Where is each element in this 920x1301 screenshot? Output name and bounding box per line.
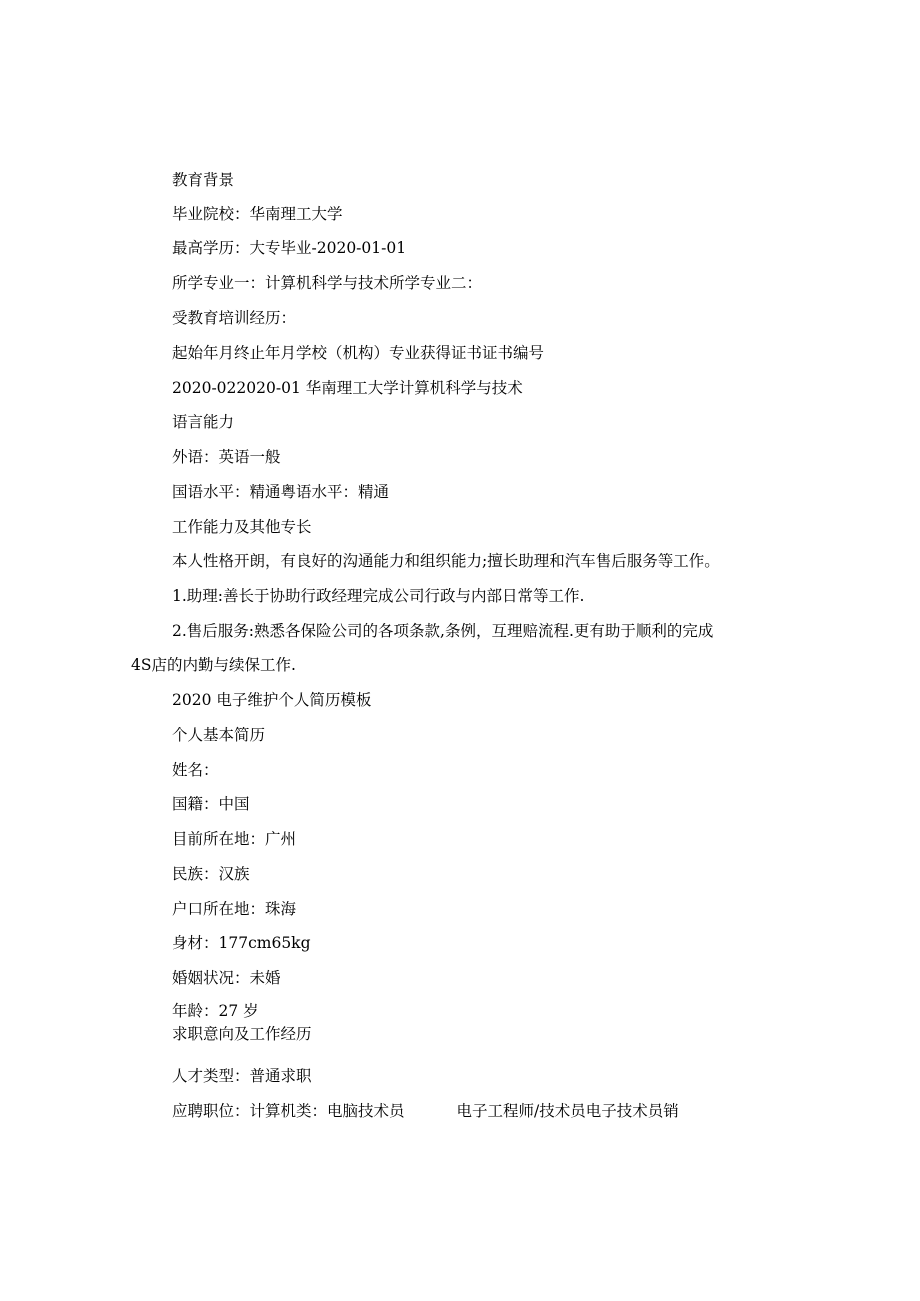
section-heading-basic-info: 个人基本简历 [172, 726, 266, 744]
applied-position-part2: 电子工程师/技术员电子技术员销 [456, 1102, 679, 1120]
marital-status: 婚姻状况：未婚 [172, 969, 281, 987]
training-table-row: 2020-022020-01 华南理工大学计算机科学与技术 [172, 379, 523, 397]
household-registration: 户口所在地：珠海 [172, 900, 297, 918]
current-location: 目前所在地：广州 [172, 830, 297, 848]
training-table-header: 起始年月终止年月学校（机构）专业获得证书证书编号 [172, 344, 545, 362]
ethnicity: 民族：汉族 [172, 865, 250, 883]
skill-after-sales: 2.售后服务:熟悉各保险公司的各项条款,条例，互理赔流程.更有助于顺利的完成 [172, 622, 714, 640]
section-heading-job-intention: 求职意向及工作经历 [172, 1025, 312, 1043]
section-heading-education: 教育背景 [172, 171, 235, 189]
section-heading-language: 语言能力 [172, 413, 235, 431]
skill-after-sales-continued: 4S店的内勤与续保工作. [131, 656, 296, 674]
foreign-language: 外语：英语一般 [172, 448, 281, 466]
applied-position-part1: 应聘职位：计算机类：电脑技术员 [172, 1102, 405, 1120]
skill-assistant: 1.助理:善长于协助行政经理完成公司行政与内部日常等工作. [172, 587, 585, 605]
talent-type: 人才类型：普通求职 [172, 1067, 312, 1085]
name-field: 姓名： [172, 761, 219, 779]
self-description: 本人性格开朗，有良好的沟通能力和组织能力;擅长助理和汽车售后服务等工作。 [172, 552, 720, 570]
graduate-school: 毕业院校：华南理工大学 [172, 205, 343, 223]
nationality: 国籍：中国 [172, 795, 250, 813]
majors: 所学专业一：计算机科学与技术所学专业二： [172, 274, 483, 292]
section-heading-skills: 工作能力及其他专长 [172, 518, 312, 536]
mandarin-cantonese-level: 国语水平：精通粤语水平：精通 [172, 483, 390, 501]
training-history-label: 受教育培训经历： [172, 309, 297, 327]
highest-degree: 最高学历：大专毕业-2020-01-01 [172, 239, 407, 257]
applied-position [172, 1101, 679, 1121]
age: 年龄：27 岁 [172, 1002, 259, 1020]
height-weight: 身材：177cm65kg [172, 934, 311, 952]
resume-template-title: 2020 电子维护个人简历模板 [172, 691, 372, 709]
